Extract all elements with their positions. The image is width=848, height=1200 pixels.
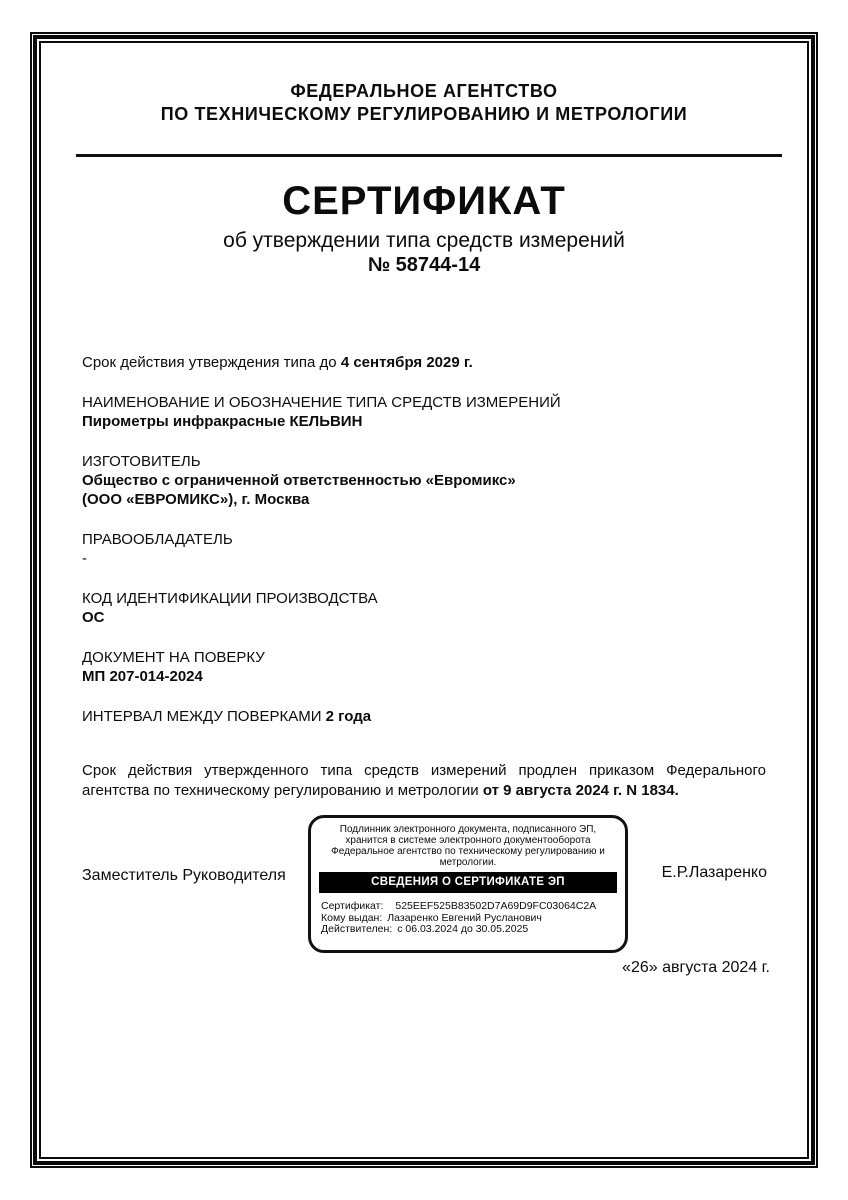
stamp-valid-period-value: с 06.03.2024 до 30.05.2025 — [397, 923, 529, 935]
agency-name-line1: ФЕДЕРАЛЬНОЕ АГЕНТСТВО — [290, 81, 558, 101]
stamp-description — [311, 824, 625, 868]
stamp-description-line1: Подлинник электронного документа, подписанного ЭП, — [339, 824, 597, 835]
stamp-description-line2: хранится в системе электронного документооборота — [345, 835, 591, 846]
signer-position: Заместитель Руководителя — [82, 867, 286, 884]
field-production-code-label: КОД ИДЕНТИФИКАЦИИ ПРОИЗВОДСТВА — [82, 590, 378, 607]
field-manufacturer — [82, 452, 772, 509]
field-production-code-value: ОС — [82, 609, 105, 626]
field-validity-value: 4 сентября 2029 г. — [340, 354, 473, 371]
prolongation-text: Срок действия утвержденного типа средств измерений продлен приказом Федерального агентства по техническому регулированию и метрологии — [82, 762, 766, 799]
prolongation-paragraph — [82, 761, 766, 801]
field-manufacturer-value-line1: Общество с ограниченной ответственностью «Евромикс» — [82, 472, 516, 489]
field-type-name-value: Пирометры инфракрасные КЕЛЬВИН — [82, 413, 363, 430]
prolongation-order-date: от 9 августа 2024 г. N 1834. — [482, 782, 679, 799]
document-title: СЕРТИФИКАТ — [282, 179, 566, 223]
agency-header — [0, 80, 848, 126]
field-verification-interval-value: 2 года — [325, 708, 372, 725]
field-rights-holder — [82, 530, 772, 568]
stamp-issued-to-value: Лазаренко Евгений Русланович — [387, 911, 542, 924]
certificate-fields — [82, 353, 772, 747]
field-validity — [82, 353, 772, 372]
signer-name: Е.Р.Лазаренко — [661, 864, 767, 881]
field-verification-doc-label: ДОКУМЕНТ НА ПОВЕРКУ — [82, 649, 265, 666]
stamp-banner: СВЕДЕНИЯ О СЕРТИФИКАТЕ ЭП — [319, 872, 617, 893]
field-manufacturer-label: ИЗГОТОВИТЕЛЬ — [82, 453, 201, 470]
field-production-code — [82, 589, 772, 627]
field-type-name — [82, 393, 772, 431]
certificate-number: № 58744-14 — [367, 254, 481, 276]
agency-name-line2: ПО ТЕХНИЧЕСКОМУ РЕГУЛИРОВАНИЮ И МЕТРОЛОГИИ — [160, 104, 688, 124]
field-verification-interval — [82, 707, 772, 726]
field-verification-doc — [82, 648, 772, 686]
field-rights-holder-label: ПРАВООБЛАДАТЕЛЬ — [82, 531, 233, 548]
stamp-certificate-label: Сертификат: — [321, 900, 384, 912]
stamp-issued-to-label: Кому выдан: — [321, 911, 383, 924]
field-verification-doc-value: МП 207-014-2024 — [82, 668, 203, 685]
field-manufacturer-value-line2: (ООО «ЕВРОМИКС»), г. Москва — [82, 491, 310, 508]
stamp-description-line3: Федеральное агентство по техническому регулированию и — [331, 846, 605, 857]
issue-date: «26» августа 2024 г. — [622, 959, 770, 976]
document-subtitle: об утверждении типа средств измерений — [223, 229, 625, 252]
header-divider-rule — [76, 154, 782, 157]
stamp-certificate-details — [321, 901, 617, 936]
stamp-certificate-value: 525EEF525B83502D7A69D9FC03064C2A — [395, 900, 597, 912]
stamp-description-line4: метрологии. — [439, 857, 497, 868]
field-rights-holder-value: - — [82, 550, 87, 567]
e-signature-stamp — [308, 815, 628, 953]
field-verification-interval-label: ИНТЕРВАЛ МЕЖДУ ПОВЕРКАМИ — [82, 708, 322, 725]
stamp-valid-period-label: Действителен: — [321, 923, 393, 935]
field-validity-label: Срок действия утверждения типа до — [82, 354, 337, 371]
field-type-name-label: НАИМЕНОВАНИЕ И ОБОЗНАЧЕНИЕ ТИПА СРЕДСТВ ИЗМЕРЕНИЙ — [82, 394, 561, 411]
stamp-row-valid-period — [321, 924, 617, 936]
